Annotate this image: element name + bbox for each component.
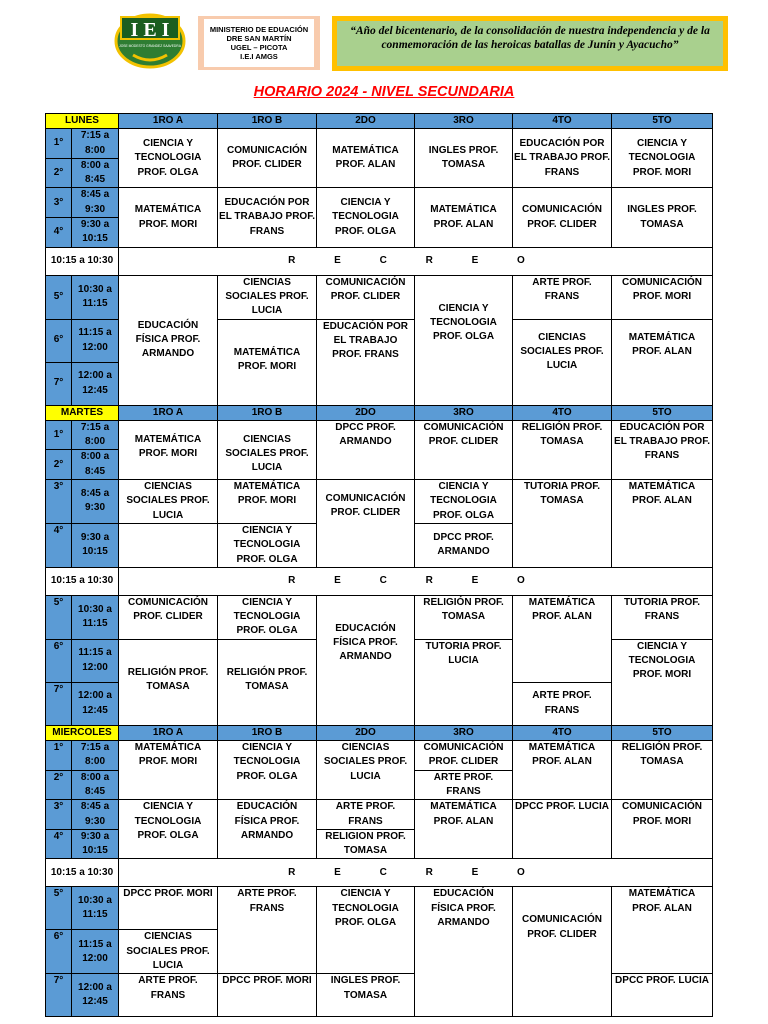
period-row [46, 129, 713, 159]
class-cell: ARTE PROF. FRANS [513, 275, 612, 319]
class-cell: COMUNICACIÓN PROF. CLIDER [415, 420, 513, 479]
class-cell: EDUCACIÓN FÍSICA PROF. ARMANDO [218, 800, 317, 859]
period-time: 8:45 a 9:30 [72, 188, 119, 218]
class-cell: CIENCIA Y TECNOLOGIA PROF. OLGA [317, 887, 415, 974]
grade-header: 1RO B [218, 114, 317, 129]
class-cell: MATEMÁTICA PROF. MORI [119, 741, 218, 800]
class-cell: EDUCACIÓN FÍSICA PROF. ARMANDO [415, 887, 513, 1017]
class-cell: CIENCIAS SOCIALES PROF. LUCIA [218, 275, 317, 319]
logo-subtext: JOSE MODESTO GRANDEZ SAAVEDRA [119, 44, 181, 48]
period-time: 7:15 a 8:00 [72, 741, 119, 771]
class-cell: ARTE PROF. FRANS [119, 974, 218, 1017]
ministry-box [198, 16, 320, 70]
class-cell: CIENCIA Y TECNOLOGIA PROF. OLGA [415, 275, 513, 405]
class-cell: COMUNICACIÓN PROF. MORI [612, 800, 713, 859]
class-cell: MATEMÁTICA PROF. ALAN [612, 480, 713, 568]
class-cell: DPCC PROF. LUCIA [513, 800, 612, 859]
class-cell: EDUCACIÓN POR EL TRABAJO PROF. FRANS [513, 129, 612, 188]
class-cell: TUTORIA PROF. LUCIA [415, 639, 513, 725]
period-number: 1° [46, 420, 72, 450]
period-number: 1° [46, 129, 72, 159]
period-number: 6° [46, 319, 72, 362]
class-cell: EDUCACIÓN FÍSICA PROF. ARMANDO [317, 595, 415, 725]
class-cell: CIENCIA Y TECNOLOGIA PROF. OLGA [415, 480, 513, 524]
period-number: 2° [46, 158, 72, 188]
class-cell: MATEMÁTICA PROF. ALAN [415, 800, 513, 859]
class-cell: COMUNICACIÓN PROF. CLIDER [317, 480, 415, 568]
grade-header: 3RO [415, 725, 513, 740]
grade-header: 2DO [317, 405, 415, 420]
period-number: 3° [46, 480, 72, 524]
class-cell: MATEMÁTICA PROF. MORI [119, 420, 218, 479]
period-time: 8:00 a 8:45 [72, 450, 119, 480]
class-cell: MATEMÁTICA PROF. MORI [119, 188, 218, 247]
class-cell: CIENCIAS SOCIALES PROF. LUCIA [218, 420, 317, 479]
grade-header: 5TO [612, 405, 713, 420]
class-cell: MATEMÁTICA PROF. MORI [218, 319, 317, 405]
period-number: 5° [46, 595, 72, 639]
grade-header: 1RO B [218, 405, 317, 420]
ministry-line: UGEL – PICOTA [230, 43, 288, 52]
class-cell: RELIGIÓN PROF. TOMASA [513, 420, 612, 479]
period-number: 1° [46, 741, 72, 771]
period-time: 8:00 a 8:45 [72, 770, 119, 800]
period-number: 4° [46, 523, 72, 567]
class-cell: DPCC PROF. LUCIA [612, 974, 713, 1017]
period-number: 3° [46, 188, 72, 218]
class-cell: ARTE PROF. FRANS [513, 682, 612, 725]
period-number: 2° [46, 770, 72, 800]
recreo-label: R E C R E O [119, 859, 713, 887]
grade-header: 3RO [415, 114, 513, 129]
grade-header: 4TO [513, 405, 612, 420]
grade-header: 2DO [317, 114, 415, 129]
class-cell: MATEMÁTICA PROF. ALAN [513, 595, 612, 682]
class-cell: CIENCIA Y TECNOLOGIA PROF. OLGA [218, 741, 317, 800]
period-number: 5° [46, 887, 72, 930]
grade-header: 1RO A [119, 405, 218, 420]
class-cell: TUTORIA PROF. FRANS [612, 595, 713, 639]
class-cell: COMUNICACIÓN PROF. CLIDER [415, 741, 513, 771]
day-label: LUNES [46, 114, 119, 129]
class-cell: CIENCIA Y TECNOLOGIA PROF. MORI [612, 639, 713, 725]
period-number: 2° [46, 450, 72, 480]
recreo-time: 10:15 a 10:30 [46, 859, 119, 887]
period-row [46, 275, 713, 319]
class-cell: DPCC PROF. ARMANDO [317, 420, 415, 479]
period-row [46, 974, 713, 1017]
class-cell: COMUNICACIÓN PROF. CLIDER [317, 275, 415, 319]
class-cell: MATEMÁTICA PROF. ALAN [317, 129, 415, 188]
class-cell: EDUCACIÓN POR EL TRABAJO PROF. FRANS [317, 319, 415, 405]
grade-header: 1RO A [119, 725, 218, 740]
class-cell: CIENCIAS SOCIALES PROF. LUCIA [317, 741, 415, 800]
class-cell: CIENCIAS SOCIALES PROF. LUCIA [119, 480, 218, 524]
period-number: 7° [46, 682, 72, 725]
grade-header: 1RO A [119, 114, 218, 129]
day-label: MARTES [46, 405, 119, 420]
class-cell: CIENCIA Y TECNOLOGIA PROF. OLGA [119, 800, 218, 859]
recreo-row [46, 567, 713, 595]
grade-header: 4TO [513, 725, 612, 740]
period-time: 11:15 a 12:00 [72, 930, 119, 974]
period-row [46, 595, 713, 639]
recreo-time: 10:15 a 10:30 [46, 567, 119, 595]
period-time: 8:45 a 9:30 [72, 480, 119, 524]
period-number: 3° [46, 800, 72, 830]
period-row [46, 741, 713, 771]
period-time: 10:30 a 11:15 [72, 595, 119, 639]
period-time: 9:30 a 10:15 [72, 523, 119, 567]
page-title: HORARIO 2024 - NIVEL SECUNDARIA [253, 84, 515, 100]
day-header-row [46, 725, 713, 740]
period-number: 4° [46, 218, 72, 248]
class-cell: EDUCACIÓN POR EL TRABAJO PROF. FRANS [218, 188, 317, 247]
recreo-label: R E C R E O [119, 247, 713, 275]
motto-text: “Año del bicentenario, de la consolidación de nuestra independencia y de la conmemoración de las heroicas batallas de Junín y Ayacucho” [337, 21, 723, 66]
class-cell: ARTE PROF. FRANS [415, 770, 513, 800]
class-cell: COMUNICACIÓN PROF. MORI [612, 275, 713, 319]
recreo-label: R E C R E O [119, 567, 713, 595]
class-cell: CIENCIA Y TECNOLOGIA PROF. OLGA [218, 523, 317, 567]
grade-header: 2DO [317, 725, 415, 740]
day-header-row [46, 405, 713, 420]
class-cell: DPCC PROF. MORI [218, 974, 317, 1017]
period-time: 12:00 a 12:45 [72, 974, 119, 1017]
period-time: 7:15 a 8:00 [72, 129, 119, 159]
class-cell: CIENCIA Y TECNOLOGIA PROF. MORI [612, 129, 713, 188]
grade-header: 5TO [612, 725, 713, 740]
period-time: 10:30 a 11:15 [72, 275, 119, 319]
grade-header: 1RO B [218, 725, 317, 740]
period-time: 8:45 a 9:30 [72, 800, 119, 830]
grade-header: 4TO [513, 114, 612, 129]
class-cell: DPCC PROF. ARMANDO [415, 523, 513, 567]
class-cell: DPCC PROF. MORI [119, 887, 218, 930]
class-cell: ARTE PROF. FRANS [218, 887, 317, 974]
class-cell: INGLES PROF. TOMASA [612, 188, 713, 247]
period-time: 12:00 a 12:45 [72, 362, 119, 405]
class-cell: MATEMÁTICA PROF. ALAN [513, 741, 612, 800]
period-time: 7:15 a 8:00 [72, 420, 119, 450]
logo-text: I E I [130, 19, 170, 41]
motto-box [332, 16, 728, 71]
recreo-row [46, 859, 713, 887]
period-time: 11:15 a 12:00 [72, 639, 119, 682]
class-cell: RELIGIÓN PROF. TOMASA [612, 741, 713, 800]
class-cell: TUTORIA PROF. TOMASA [513, 480, 612, 568]
class-cell: EDUCACIÓN POR EL TRABAJO PROF. FRANS [612, 420, 713, 479]
class-cell: COMUNICACIÓN PROF. CLIDER [513, 188, 612, 247]
class-cell: CIENCIAS SOCIALES PROF. LUCIA [513, 319, 612, 405]
period-time: 9:30 a 10:15 [72, 218, 119, 248]
class-cell: MATEMÁTICA PROF. ALAN [415, 188, 513, 247]
period-row [46, 887, 713, 930]
class-cell: CIENCIA Y TECNOLOGIA PROF. OLGA [119, 129, 218, 188]
class-cell: RELIGION PROF. TOMASA [317, 829, 415, 859]
recreo-time: 10:15 a 10:30 [46, 247, 119, 275]
period-row [46, 188, 713, 218]
period-row [46, 800, 713, 830]
period-number: 7° [46, 362, 72, 405]
class-cell: EDUCACIÓN FÍSICA PROF. ARMANDO [119, 275, 218, 405]
period-time: 12:00 a 12:45 [72, 682, 119, 725]
class-cell: CIENCIAS SOCIALES PROF. LUCIA [119, 930, 218, 974]
class-cell: MATEMÁTICA PROF. MORI [218, 480, 317, 524]
period-row [46, 480, 713, 524]
period-number: 7° [46, 974, 72, 1017]
period-number: 6° [46, 639, 72, 682]
class-cell: INGLES PROF. TOMASA [415, 129, 513, 188]
class-cell: INGLES PROF. TOMASA [317, 974, 415, 1017]
class-cell: RELIGIÓN PROF. TOMASA [119, 639, 218, 725]
class-cell: RELIGIÓN PROF. TOMASA [415, 595, 513, 639]
period-time: 10:30 a 11:15 [72, 887, 119, 930]
day-header-row [46, 114, 713, 129]
period-time: 11:15 a 12:00 [72, 319, 119, 362]
ministry-line: DRE SAN MARTÍN [226, 34, 292, 43]
period-number: 5° [46, 275, 72, 319]
ministry-line: MINISTERIO DE EDUACIÓN [209, 25, 309, 34]
day-label: MIERCOLES [46, 725, 119, 740]
period-time: 9:30 a 10:15 [72, 829, 119, 859]
schedule-table [45, 113, 713, 1017]
class-cell: COMUNICACIÓN PROF. CLIDER [119, 595, 218, 639]
period-number: 4° [46, 829, 72, 859]
class-cell: MATEMÁTICA PROF. ALAN [612, 319, 713, 405]
period-number: 6° [46, 930, 72, 974]
ministry-line: I.E.I AMGS [240, 52, 278, 61]
class-cell: MATEMÁTICA PROF. ALAN [612, 887, 713, 974]
class-cell: COMUNICACIÓN PROF. CLIDER [218, 129, 317, 188]
grade-header: 5TO [612, 114, 713, 129]
class-cell: RELIGIÓN PROF. TOMASA [218, 639, 317, 725]
grade-header: 3RO [415, 405, 513, 420]
recreo-row [46, 247, 713, 275]
class-cell [119, 523, 218, 567]
period-row [46, 420, 713, 450]
class-cell: ARTE PROF. FRANS [317, 800, 415, 830]
class-cell: CIENCIA Y TECNOLOGIA PROF. OLGA [218, 595, 317, 639]
school-logo [113, 11, 187, 69]
class-cell: CIENCIA Y TECNOLOGIA PROF. OLGA [317, 188, 415, 247]
period-time: 8:00 a 8:45 [72, 158, 119, 188]
class-cell: COMUNICACIÓN PROF. CLIDER [513, 887, 612, 1017]
